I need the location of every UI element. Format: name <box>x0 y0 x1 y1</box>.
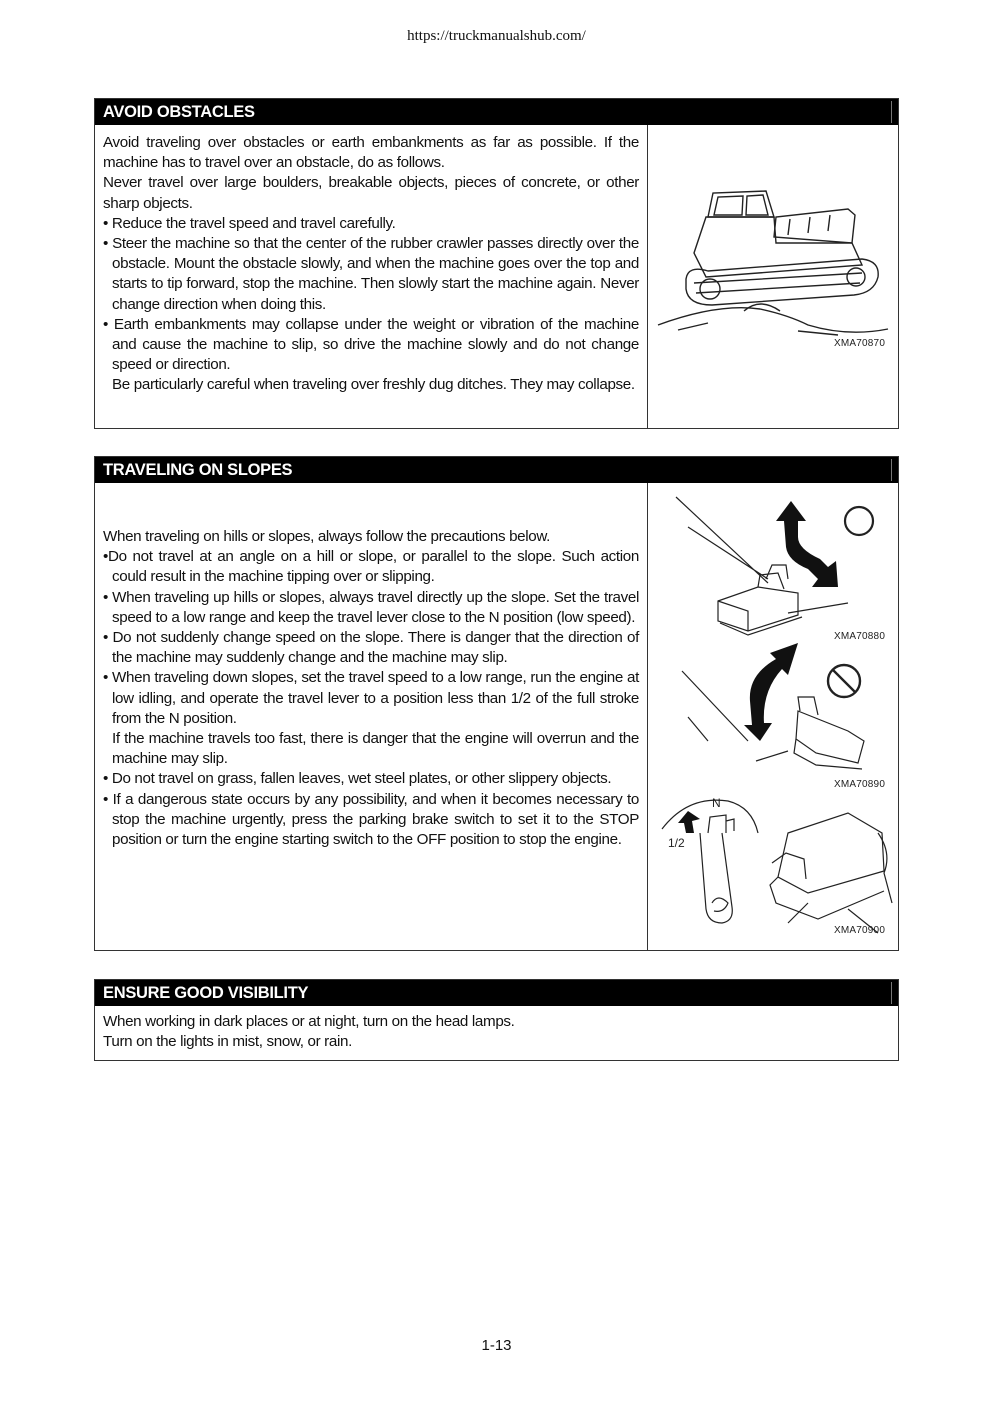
header-url: https://truckmanualshub.com/ <box>407 28 586 44</box>
page-number: 1-13 <box>481 1337 512 1354</box>
figure-label: XMA70870 <box>834 338 886 349</box>
bullet-item: • Do not suddenly change speed on the slope. There is danger that the direction of the machine may suddenly change and the machine may slip. <box>103 629 639 667</box>
lever-half-label: 1/2 <box>668 836 685 850</box>
bullet-item: • Earth embankments may collapse under the weight or vibration of the machine and cause the machine to slip, so drive the machine slowly and do not change speed or direction. <box>103 315 639 374</box>
figure-area <box>648 125 898 428</box>
section-traveling-on-slopes <box>94 456 899 951</box>
bullet-item: • Do not travel on grass, fallen leaves, wet steel plates, or other slippery objects. <box>103 770 612 788</box>
lever-n-label: N <box>712 796 721 810</box>
bullet-item: • If a dangerous state occurs by any possibility, and when it becomes necessary to stop the machine urgently, press the parking brake switch to set it to the STOP position or turn the engine starting switch to the OFF position to stop the engine. <box>103 790 639 849</box>
section-title: ENSURE GOOD VISIBILITY <box>95 980 898 1006</box>
figure-area <box>648 483 898 950</box>
paragraph: Be particularly careful when traveling over freshly dug ditches. They may collapse. <box>112 376 635 394</box>
section-title: AVOID OBSTACLES <box>95 99 898 125</box>
section-title: TRAVELING ON SLOPES <box>95 457 898 483</box>
crawler-over-obstacle-illustration <box>648 125 899 428</box>
section-text <box>95 125 648 428</box>
paragraph: If the machine travels too fast, there is danger that the engine will overrun and the machine may slip. <box>112 730 639 768</box>
figure-label: XMA70900 <box>834 925 886 936</box>
bullet-item: • Steer the machine so that the center of the rubber crawler passes directly over the obstacle. Mount the obstacle slowly, and when the machine goes over the top and starts to tip forward, stop the machine. Then slowly start the machine again. Never change direction when doing this. <box>103 235 639 313</box>
section-avoid-obstacles <box>94 98 899 429</box>
travel-lever-descent-illustration <box>648 793 899 943</box>
bullet-item: • Reduce the travel speed and travel carefully. <box>103 214 396 232</box>
bullet-item: •Do not travel at an angle on a hill or slope, or parallel to the slope. Such action could result in the machine tipping over or slipping. <box>103 548 639 586</box>
slope-angle-prohibited-illustration <box>648 641 899 791</box>
paragraph: Avoid traveling over obstacles or earth embankments as far as possible. If the machine has to travel over an obstacle, do as follows. <box>103 134 639 172</box>
figure-label: XMA70880 <box>834 631 886 642</box>
paragraph: When working in dark places or at night, turn on the head lamps. <box>103 1013 515 1030</box>
paragraph: When traveling on hills or slopes, always follow the precautions below. <box>103 528 551 545</box>
section-text <box>95 483 648 950</box>
paragraph: Turn on the lights in mist, snow, or rain. <box>103 1033 352 1051</box>
bullet-item: • When traveling up hills or slopes, always travel directly up the slope. Set the travel speed to a low range and keep the travel lever close to the N position (low speed). <box>103 588 639 626</box>
section-ensure-good-visibility <box>94 979 899 1061</box>
paragraph: Never travel over large boulders, breakable objects, pieces of concrete, or other sharp objects. <box>103 174 639 212</box>
section-text <box>95 1006 898 1060</box>
slope-up-correct-illustration <box>648 483 899 643</box>
figure-label: XMA70890 <box>834 779 886 790</box>
bullet-item: • When traveling down slopes, set the travel speed to a low range, run the engine at low idling, and operate the travel lever to a position less than 1/2 of the full stroke from the N position. <box>103 669 639 727</box>
